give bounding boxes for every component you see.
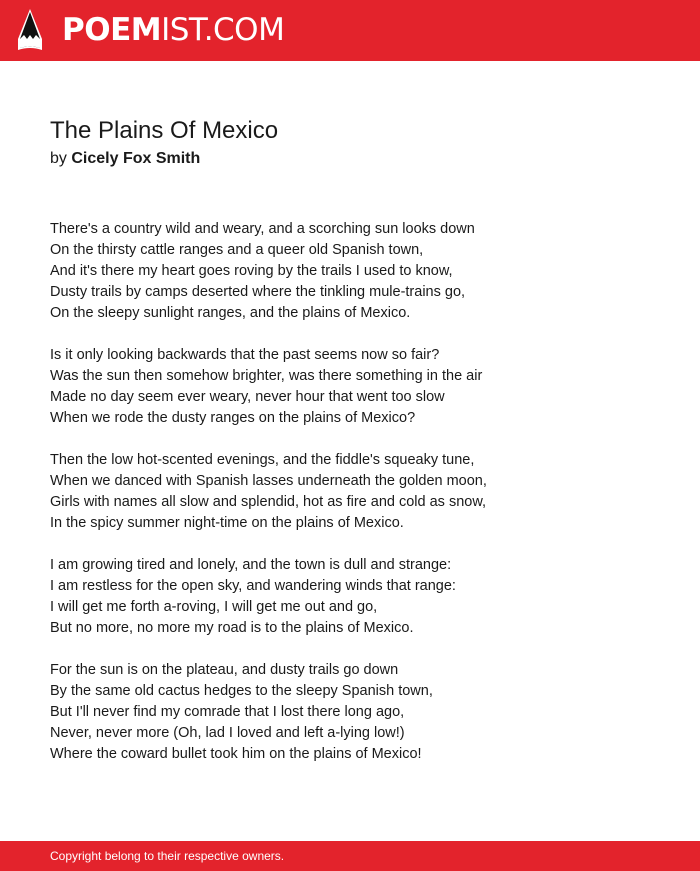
site-logo-text[interactable]: [62, 12, 284, 48]
poem-line: I am restless for the open sky, and wandering winds that range:: [50, 578, 456, 594]
pencil-tip-icon: [17, 9, 43, 52]
poem-line: When we rode the dusty ranges on the plains of Mexico?: [50, 410, 416, 426]
poem-line: For the sun is on the plateau, and dusty trails go down: [50, 662, 399, 678]
poem-stanza: [50, 450, 670, 534]
poem-line: Dusty trails by camps deserted where the tinkling mule-trains go,: [50, 284, 466, 300]
poem-line: On the thirsty cattle ranges and a queer old Spanish town,: [50, 242, 424, 258]
poem-line: Is it only looking backwards that the past seems now so fair?: [50, 347, 440, 363]
site-footer: [0, 841, 700, 871]
poem-line: Girls with names all slow and splendid, hot as fire and cold as snow,: [50, 494, 487, 510]
poem-line: On the sleepy sunlight ranges, and the plains of Mexico.: [50, 305, 411, 321]
poem-title: The Plains Of Mexico: [50, 117, 279, 144]
poem-line: But no more, no more my road is to the plains of Mexico.: [50, 620, 414, 636]
by-label: by: [50, 150, 67, 167]
logo-bold-text: POEM: [62, 12, 162, 48]
poem-line: Made no day seem ever weary, never hour that went too slow: [50, 389, 445, 405]
site-header: [0, 0, 700, 61]
poem-stanza: [50, 555, 670, 639]
poem-line: When we danced with Spanish lasses underneath the golden moon,: [50, 473, 487, 489]
poem-line: I am growing tired and lonely, and the town is dull and strange:: [50, 557, 452, 573]
poem-line: But I'll never find my comrade that I lost there long ago,: [50, 704, 405, 720]
poem-line: Where the coward bullet took him on the plains of Mexico!: [50, 746, 422, 762]
copyright-notice: Copyright belong to their respective owners.: [50, 849, 285, 863]
poem-line: There's a country wild and weary, and a scorching sun looks down: [50, 221, 475, 237]
poem-line: Never, never more (Oh, lad I loved and left a-lying low!): [50, 725, 405, 741]
byline: [50, 149, 200, 169]
poem-stanza: [50, 345, 670, 429]
poem-stanza: [50, 219, 670, 324]
poem-body: [50, 219, 670, 786]
poem-line: Then the low hot-scented evenings, and the fiddle's squeaky tune,: [50, 452, 475, 468]
poem-line: I will get me forth a-roving, I will get me out and go,: [50, 599, 378, 615]
poem-line: By the same old cactus hedges to the sleepy Spanish town,: [50, 683, 433, 699]
poem-line: And it's there my heart goes roving by the trails I used to know,: [50, 263, 453, 279]
author-name: Cicely Fox Smith: [71, 150, 201, 167]
logo-light-text: IST.COM: [161, 12, 285, 48]
poem-line: Was the sun then somehow brighter, was there something in the air: [50, 368, 483, 384]
poem-line: In the spicy summer night-time on the plains of Mexico.: [50, 515, 404, 531]
poem-stanza: [50, 660, 670, 765]
